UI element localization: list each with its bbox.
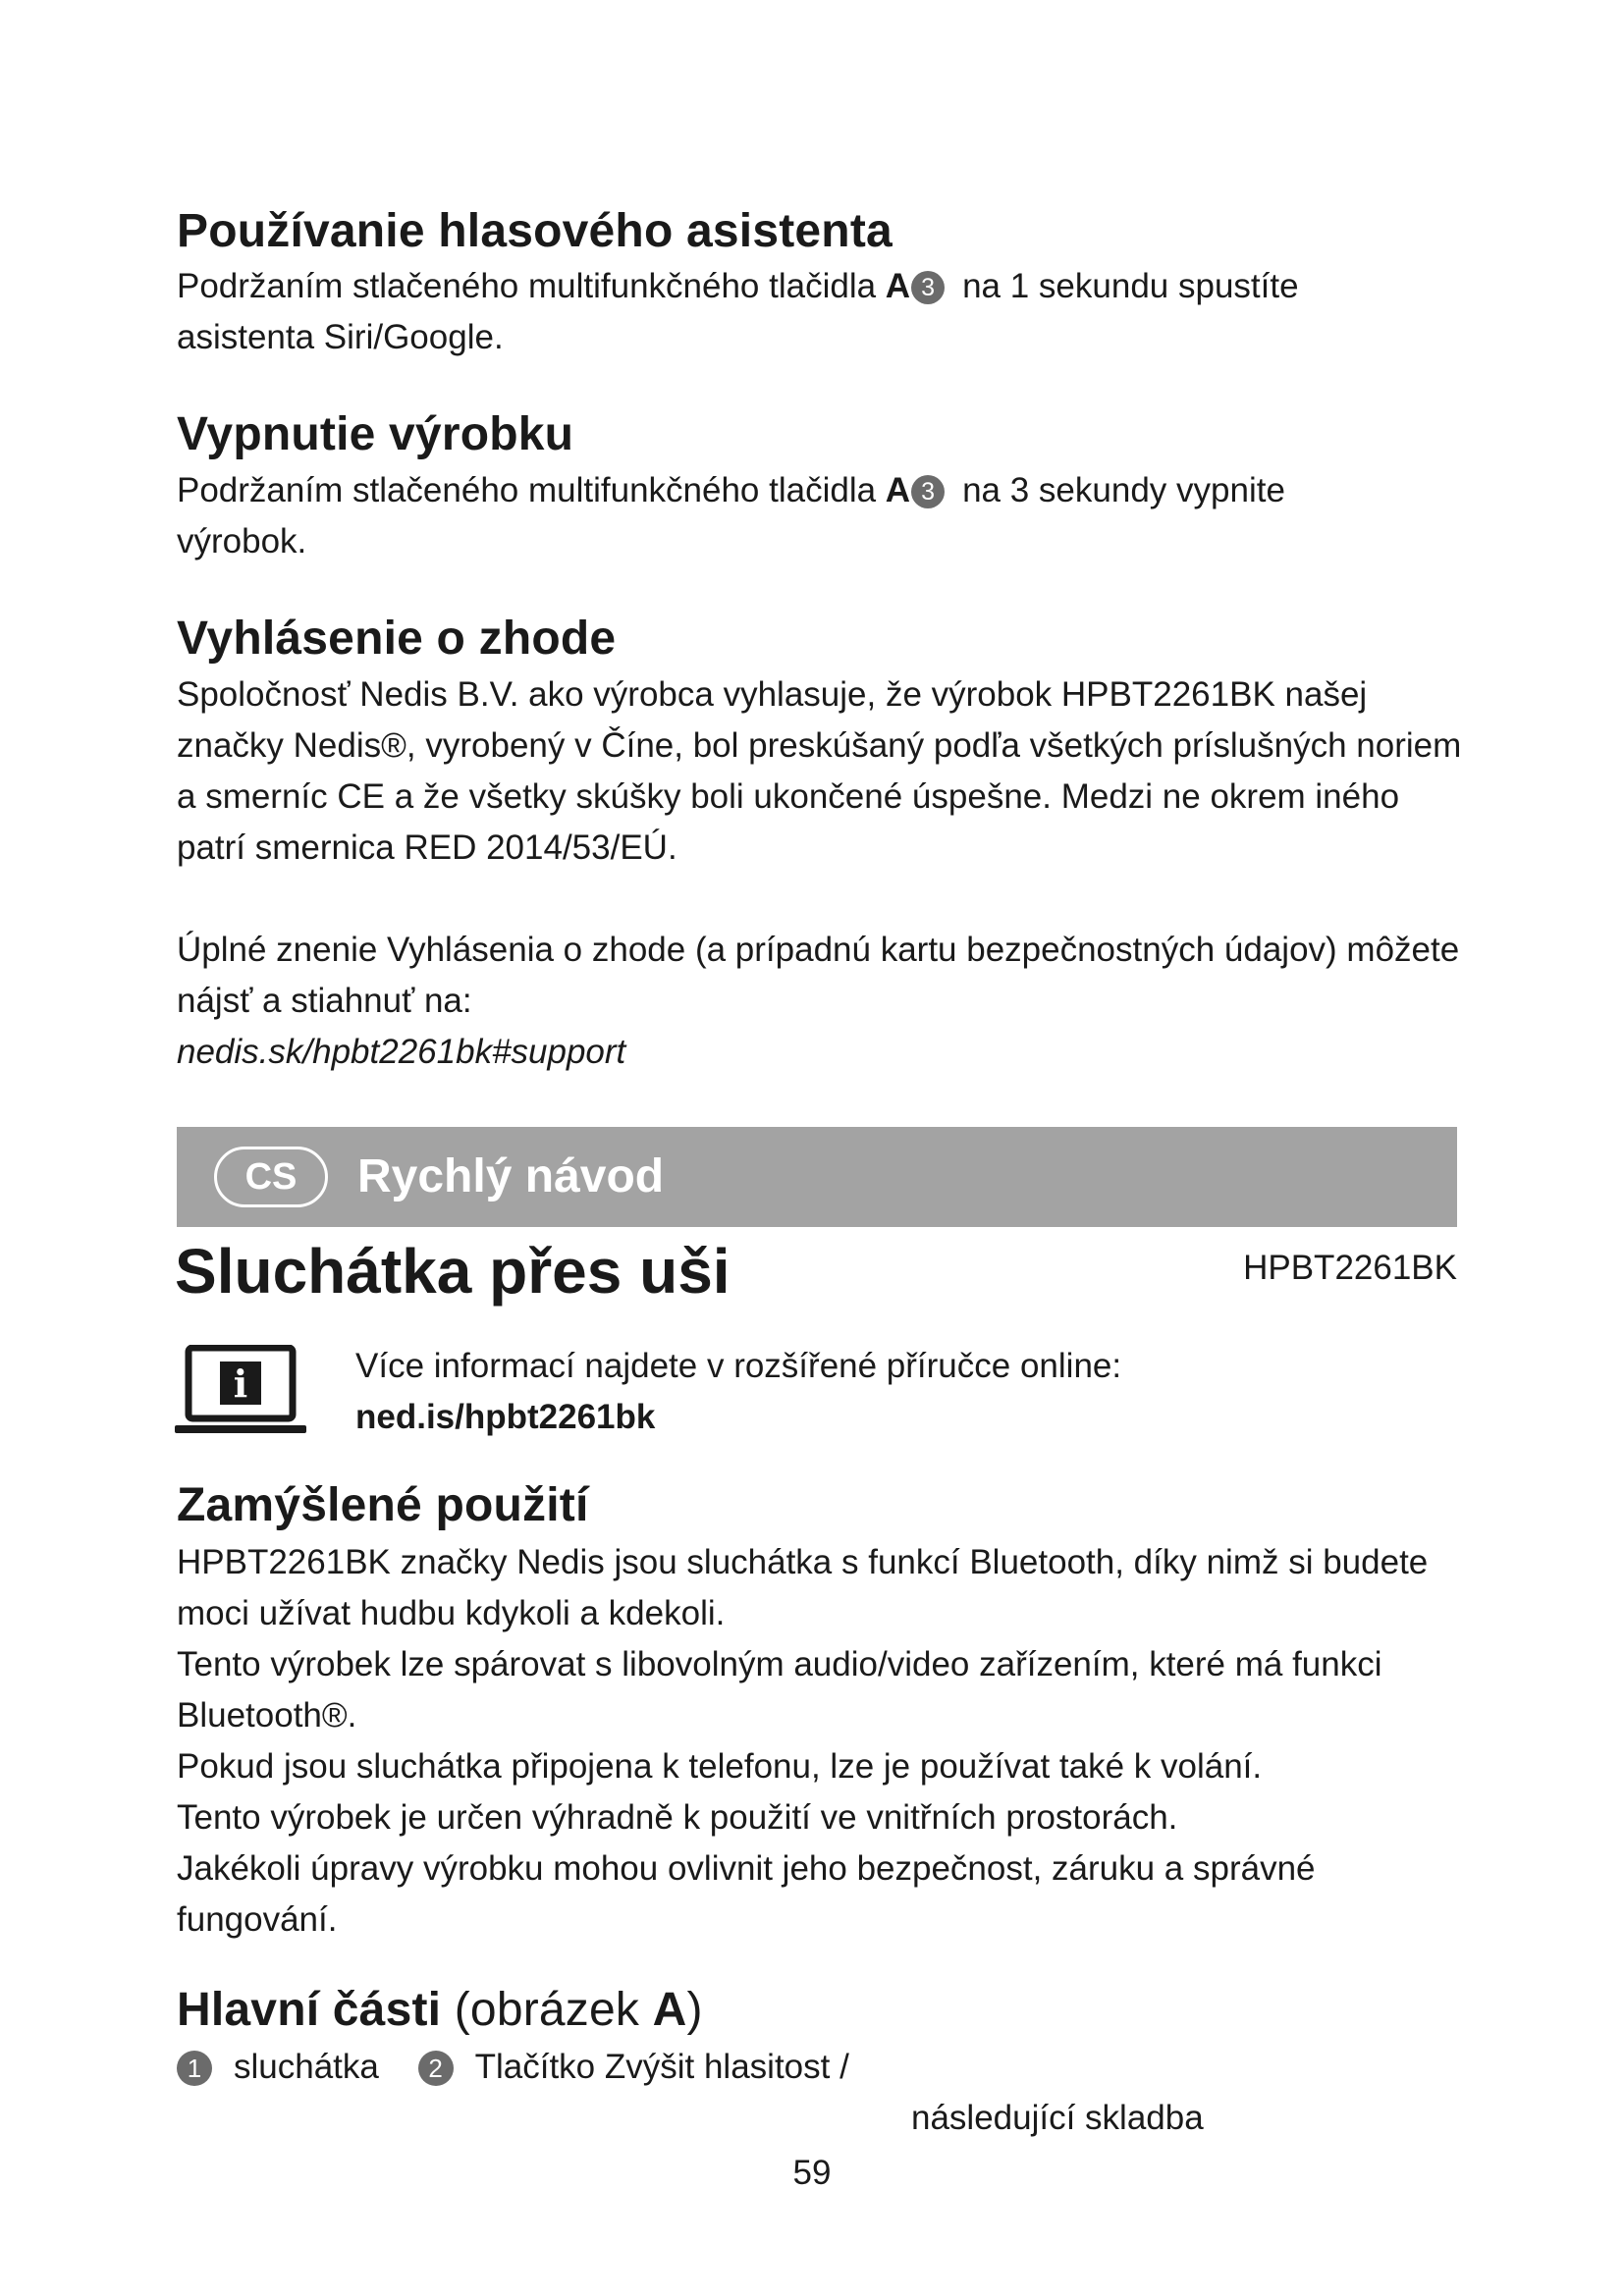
power-off-text: Podržaním stlačeného multifunkčného tlačidla A 3 na 3 sekundy vypnite výrobok. bbox=[177, 471, 1285, 561]
online-manual-link[interactable]: ned.is/hpbt2261bk bbox=[355, 1398, 656, 1436]
voice-assistant-heading: Používanie hlasového asistenta bbox=[177, 205, 893, 257]
support-link[interactable]: nedis.sk/hpbt2261bk#support bbox=[177, 1033, 626, 1071]
page-number: 59 bbox=[792, 2154, 832, 2192]
number-badge-icon: 3 bbox=[911, 475, 945, 508]
intended-use-text: HPBT2261BK značky Nedis jsou sluchátka s funkcí Bluetooth, díky nimž si budete moci užívat hudbu kdykoli a kdekoli. Tento výrobek lze spárovat s libovolným audio/video zařízením, které má funkci Bluetooth®. Pokud jsou sluchátka připojena k telefonu, lze je používat také k volání. Tento výrobek je určen výhradně k použití ve vnitřních prostorách. Jakékoli úpravy výrobku mohou ovlivnit jeho bezpečnost, záruku a správné fungování. bbox=[177, 1543, 1429, 1939]
conformity-paragraph-2: Úplné znenie Vyhlásenia o zhode (a prípadnú kartu bezpečnostných údajov) môžete nájsť a stiahnuť na: nedis.sk/hpbt2261bk#support bbox=[177, 931, 1460, 1071]
part-label: Tlačítko Zvýšit hlasitost / bbox=[474, 2048, 849, 2086]
conformity-heading: Vyhlásenie o zhode bbox=[177, 613, 617, 665]
info-glyph: i bbox=[233, 1362, 248, 1406]
part-label-continuation: následující skladba bbox=[911, 2099, 1204, 2137]
main-parts-heading: Hlavní části (obrázek A) bbox=[177, 1984, 703, 2036]
part-number-badge-icon: 1 bbox=[177, 2051, 212, 2086]
document-title: Sluchátka přes uši bbox=[175, 1236, 731, 1307]
language-code-badge: CS bbox=[214, 1147, 328, 1207]
main-parts-list bbox=[177, 2042, 849, 2093]
laptop-info-icon bbox=[175, 1345, 306, 1435]
part-label: sluchátka bbox=[234, 2048, 379, 2086]
conformity-paragraph-1: Spoločnosť Nedis B.V. ako výrobca vyhlasuje, že výrobok HPBT2261BK našej značky Nedis®, vyrobený v Číne, bol preskúšaný podľa všetkých príslušných noriem a smerníc CE a že všetky skúšky boli ukončené úspešne. Medzi ne okrem iného patrí smernica RED 2014/53/EÚ. bbox=[177, 675, 1462, 867]
banner-title: Rychlý návod bbox=[357, 1150, 665, 1202]
power-off-heading: Vypnutie výrobku bbox=[177, 408, 574, 460]
model-number: HPBT2261BK bbox=[1243, 1249, 1457, 1287]
button-ref-letter: A bbox=[885, 267, 911, 305]
voice-assistant-text: Podržaním stlačeného multifunkčného tlačidla A 3 na 1 sekundu spustíte asistenta Siri/Google. bbox=[177, 267, 1299, 356]
part-number-badge-icon: 2 bbox=[418, 2051, 454, 2086]
online-manual-info: Více informací najdete v rozšířené příručce online: ned.is/hpbt2261bk bbox=[355, 1347, 1122, 1436]
intended-use-heading: Zamýšlené použití bbox=[177, 1479, 589, 1531]
button-ref-letter: A bbox=[885, 471, 911, 509]
language-banner bbox=[177, 1127, 1457, 1227]
number-badge-icon: 3 bbox=[911, 271, 945, 304]
